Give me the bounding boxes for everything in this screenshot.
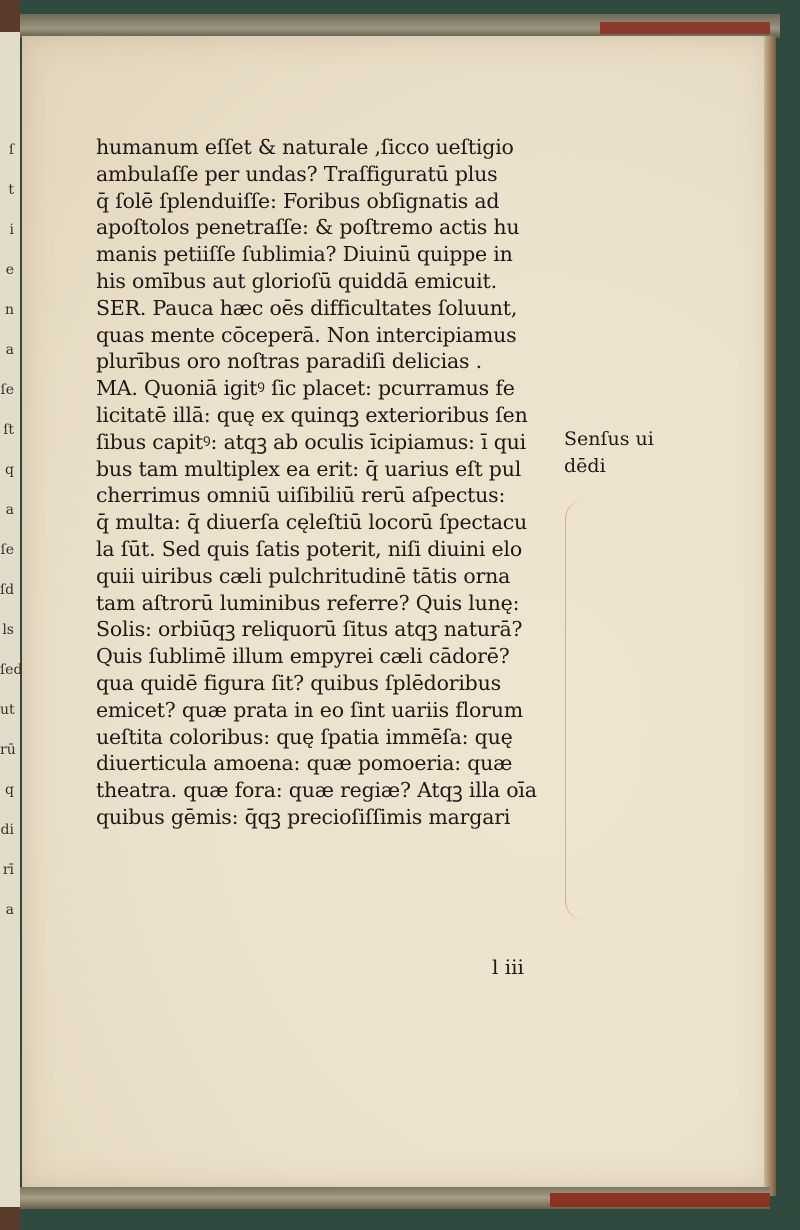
text-line: emicet? quæ prata in eo ſint uariis florum: [96, 697, 523, 722]
text-line: SER. Pauca hæc oēs difficultates ſoluunt,: [96, 295, 518, 320]
text-line: diuerticula amoena: quæ pomoeria: quæ: [96, 751, 513, 776]
text-line: q̄ multa: q̄ diuerſa cęleſtiū locorū ſpectacu: [96, 510, 528, 535]
text-line: ambulaſſe per undas? Traſfiguratū plus: [96, 161, 498, 186]
facing-page-fragment: i: [9, 222, 14, 238]
page-edge: [764, 36, 776, 1196]
text-line: MA. Quoniā igitꝰ ſic placet: pcurramus fe: [96, 376, 515, 401]
facing-page-fragment: ſe: [0, 542, 14, 558]
facing-page-fragment: rī: [2, 862, 14, 878]
facing-page-fragment: ſ: [8, 142, 14, 158]
facing-page-fragment: ls: [2, 622, 14, 638]
facing-page-fragment: ſe: [0, 382, 14, 398]
facing-page-fragment: q: [5, 782, 14, 798]
bottom-binding: [20, 1187, 770, 1209]
text-line: quas mente cōceperā. Non intercipiamus: [96, 322, 517, 347]
facing-page-fragment: a: [5, 502, 14, 518]
text-line: tam aſtrorū luminibus referre? Quis lunę:: [96, 590, 520, 615]
text-line: theatra. quæ fora: quæ regiæ? Atqꝫ illa oīa: [96, 778, 537, 803]
text-line: humanum eſſet & naturale ,ſicco ueſtigio: [96, 135, 514, 159]
text-line: cherrimus omniū uiſibiliū rerū aſpectus:: [96, 483, 506, 508]
signature-mark: l iii: [492, 955, 524, 979]
facing-page-fragment: rū: [0, 742, 16, 758]
facing-page-fragment: ſd: [0, 582, 15, 598]
text-line: manis petiiſſe ſublimia? Diuinū quippe in: [96, 242, 513, 267]
text-line: ſibus capitꝰ: atqꝫ ab oculis īcipiamus: ī qui: [96, 429, 527, 454]
text-line: Quis ſublimē illum empyrei cæli cādorē?: [96, 644, 510, 669]
text-line: Solis: orbiūqꝫ reliquorū ſitus atqꝫ naturā?: [96, 617, 523, 642]
text-line: his omībus aut glorioſū quiddā emicuit.: [96, 268, 497, 293]
facing-page-fragment: ſt: [3, 422, 14, 438]
facing-page-fragment: a: [5, 342, 14, 358]
text-line: bus tam multiplex ea erit: q̄ uarius eſt pul: [96, 456, 522, 481]
text-line: qua quidē figura ſit? quibus ſplēdoribus: [96, 670, 501, 695]
ink-mark: [565, 500, 584, 920]
facing-page-fragment: n: [4, 302, 14, 318]
facing-page-strip: [0, 32, 23, 1207]
marginal-note: [564, 426, 654, 480]
marginal-note-line: Senſus ui: [564, 428, 654, 450]
text-line: licitatē illā: quę ex quinqꝫ exterioribus ſen: [96, 402, 528, 427]
text-line: plurībus oro noſtras paradiſi delicias .: [96, 349, 482, 374]
facing-page-fragment: ut: [0, 702, 15, 718]
facing-page-fragment: di: [0, 822, 14, 838]
text-line: quii uiribus cæli pulchritudinē tātis orna: [96, 563, 511, 588]
facing-page-fragment: t: [8, 182, 14, 198]
text-line: quibus gēmis: q̄qꝫ precioſiſſimis margari: [96, 804, 511, 829]
marginal-note-line: dēdi: [564, 455, 606, 477]
text-line: la ſūt. Sed quis ſatis poterit, niſi diuini elo: [96, 536, 522, 561]
text-line: ueſtita coloribus: quę ſpatia immēſa: quę: [96, 724, 513, 749]
main-text-block: [96, 134, 556, 831]
facing-page-fragment: a: [5, 902, 14, 918]
text-line: apoſtolos penetraſſe: & poſtremo actis hu: [96, 215, 520, 240]
top-binding: [20, 14, 780, 38]
facing-page-fragment: e: [5, 262, 14, 278]
text-line: q̄ ſolē ſplenduiſſe: Foribus obſignatis ad: [96, 188, 500, 213]
facing-page-fragment: ſed: [0, 662, 23, 678]
facing-page-fragment: q: [5, 462, 14, 478]
